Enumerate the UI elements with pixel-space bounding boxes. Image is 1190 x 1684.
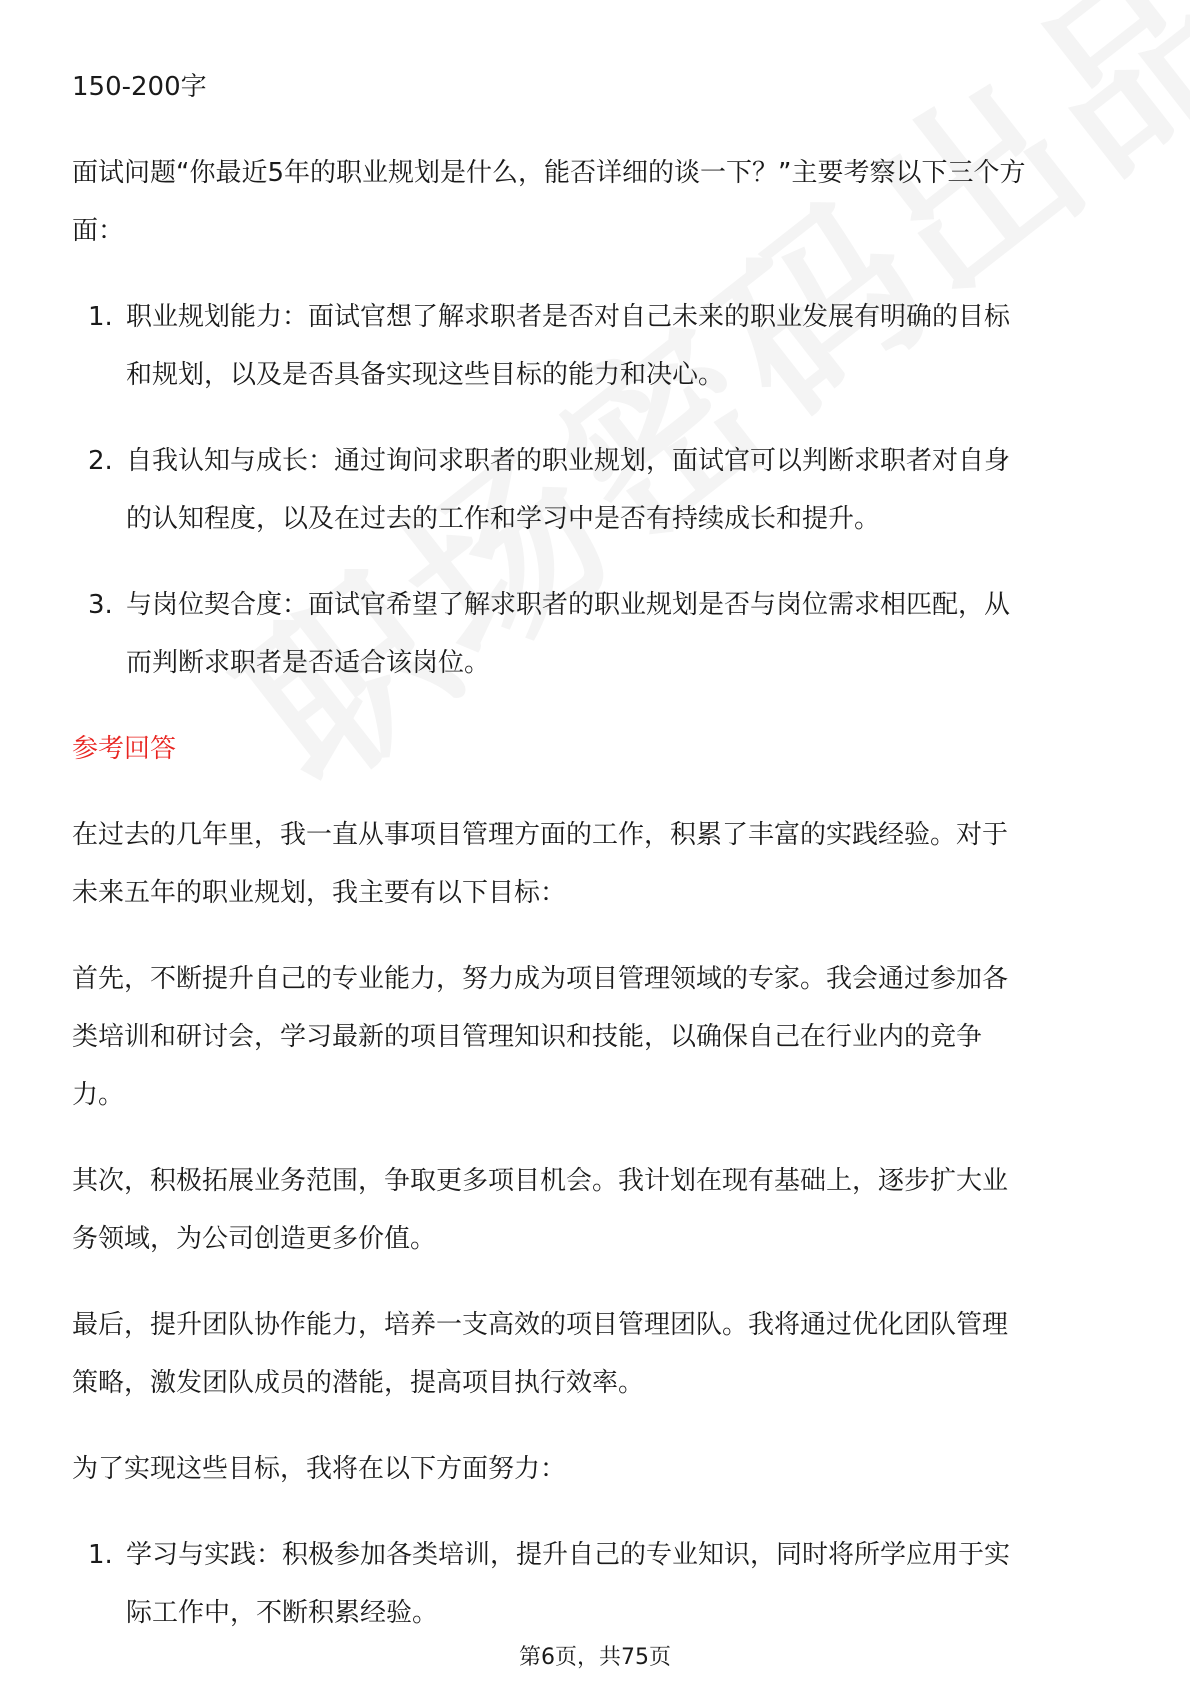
list-item [72,288,1122,404]
answer-paragraph [72,1296,1122,1412]
page-content [72,58,1122,1670]
list-item-line: 学习与实践：积极参加各类培训，提升自己的专业知识，同时将所学应用于实 [126,1540,1011,1570]
list-item-line: 自我认知与成长：通过询问求职者的职业规划，面试官可以判断求职者对自身 [126,446,1011,476]
aspects-list [72,288,1122,692]
list-item-line: 职业规划能力：面试官想了解求职者是否对自己未来的职业发展有明确的目标 [126,302,1011,332]
answer-paragraph [72,806,1122,922]
intro-line: 面： [72,216,125,246]
efforts-list [72,1526,1122,1642]
paragraph-line: 其次，积极拓展业务范围，争取更多项目机会。我计划在现有基础上，逐步扩大业 [72,1166,1009,1196]
answer-paragraph [72,1440,1122,1498]
paragraph-line: 策略，激发团队成员的潜能，提高项目执行效率。 [72,1368,645,1398]
list-number: 1. [88,302,113,332]
list-number: 3. [88,590,113,620]
paragraph-line: 务领域，为公司创造更多价值。 [72,1224,437,1254]
intro-paragraph [72,144,1122,260]
list-item [72,1526,1122,1642]
answer-heading: 参考回答 [72,734,177,764]
list-item [72,576,1122,692]
list-item-line: 与岗位契合度：面试官希望了解求职者的职业规划是否与岗位需求相匹配，从 [126,590,1011,620]
paragraph-line: 在过去的几年里，我一直从事项目管理方面的工作，积累了丰富的实践经验。对于 [72,820,1009,850]
list-item-line: 而判断求职者是否适合该岗位。 [126,648,491,678]
answer-paragraph [72,950,1122,1124]
page-number-footer: 第6页，共75页 [519,1645,671,1670]
paragraph-line: 为了实现这些目标，我将在以下方面努力： [72,1454,567,1484]
list-number: 2. [88,446,113,476]
list-item-line: 和规划，以及是否具备实现这些目标的能力和决心。 [126,360,725,390]
answer-paragraph [72,1152,1122,1268]
word-count: 150-200字 [72,72,207,102]
list-item-line: 际工作中，不断积累经验。 [126,1598,439,1628]
paragraph-line: 力。 [72,1080,125,1110]
list-item-line: 的认知程度，以及在过去的工作和学习中是否有持续成长和提升。 [126,504,881,534]
list-number: 1. [88,1540,113,1570]
list-item [72,432,1122,548]
paragraph-line: 未来五年的职业规划，我主要有以下目标： [72,878,567,908]
paragraph-line: 类培训和研讨会，学习最新的项目管理知识和技能，以确保自己在行业内的竞争 [72,1022,983,1052]
intro-line: 面试问题“你最近5年的职业规划是什么，能否详细的谈一下？”主要考察以下三个方 [72,158,1026,188]
paragraph-line: 首先，不断提升自己的专业能力，努力成为项目管理领域的专家。我会通过参加各 [72,964,1009,994]
paragraph-line: 最后，提升团队协作能力，培养一支高效的项目管理团队。我将通过优化团队管理 [72,1310,1009,1340]
